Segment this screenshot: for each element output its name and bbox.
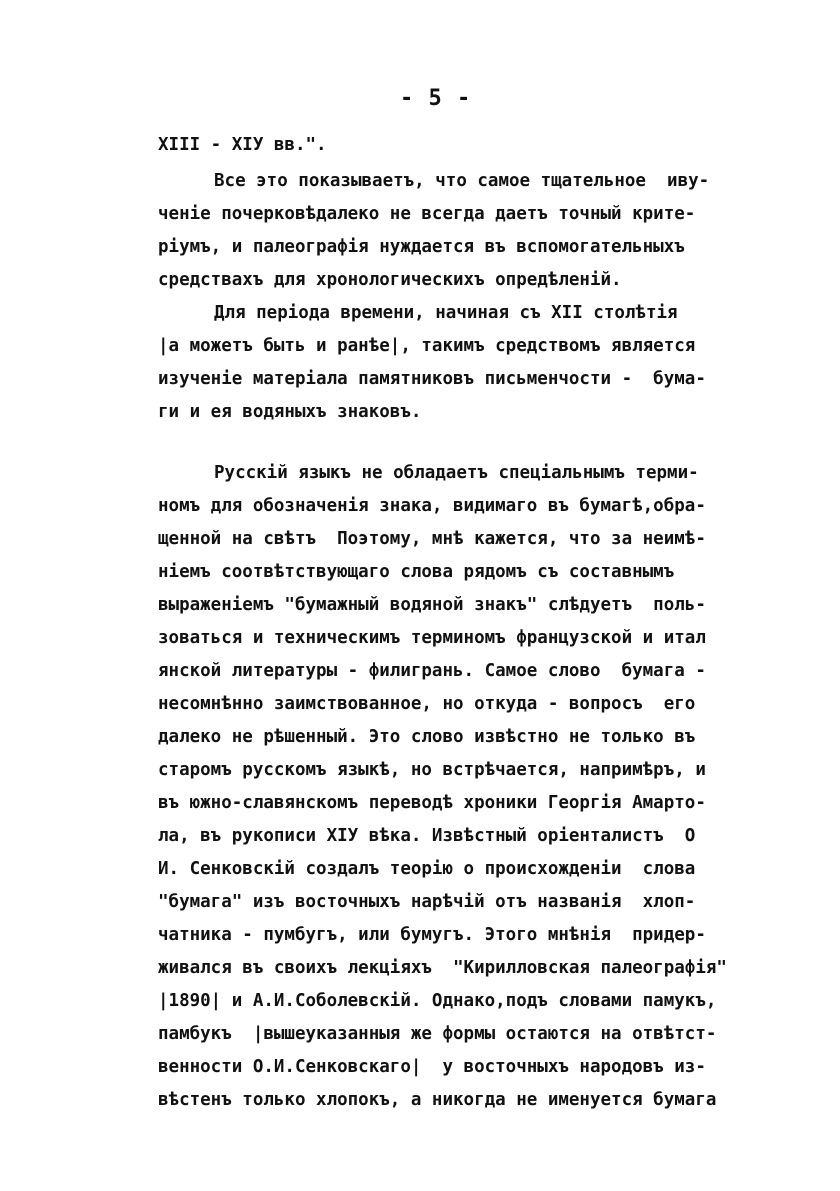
text-line: XIII - XIУ вв.". <box>158 135 327 155</box>
text-line: янской литературы - филигрань. Самое слово бумага - <box>158 661 706 681</box>
text-line: зоваться и техническимъ терминомъ французской и итал <box>158 628 706 648</box>
text-line: далеко не рѣшенный. Это слово извѣстно не только въ <box>158 727 696 747</box>
text-line: старомъ русскомъ языкѣ, но встрѣчается, напримѣръ, и <box>158 760 706 780</box>
text-line: ла, въ рукописи XIУ вѣка. Извѣстный оріенталистъ О <box>158 826 696 846</box>
text-line: щенной на свѣтъ Поэтому, мнѣ кажется, что за неимѣ- <box>158 529 706 549</box>
text-line: номъ для обозначенія знака, видимаго въ бумагѣ,обра- <box>158 496 706 516</box>
text-line: живался въ своихъ лекціяхъ "Кирилловская палеографія" <box>158 958 727 978</box>
text-line: ніемъ соотвѣтствующаго слова рядомъ съ составнымъ <box>158 562 675 582</box>
text-line: въ южно-славянскомъ переводѣ хроники Георгія Амарто- <box>158 793 706 813</box>
text-line: средствахъ для хронологическихъ опредѣленій. <box>158 270 622 290</box>
text-line: изученіе матеріала памятниковъ письменчости - бума- <box>158 369 706 389</box>
text-line: ги и ея водяныхъ знаковъ. <box>158 402 422 422</box>
text-line: вѣстенъ только хлопокъ, а никогда не именуется бумага <box>158 1090 717 1110</box>
text-line: памбукъ |вышеуказанныя же формы остаются на отвѣтст- <box>158 1024 717 1044</box>
text-line: Для періода времени, начиная съ XII столѣтія <box>214 303 678 323</box>
text-line: И. Сенковскій создалъ теорію о происхожденіи слова <box>158 859 696 879</box>
text-line: |1890| и А.И.Соболевскій. Однако,подъ словами памукъ, <box>158 991 717 1011</box>
text-line: Все это показываетъ, что самое тщательное иву- <box>214 171 710 191</box>
text-line: Русскій языкъ не обладаетъ спеціальнымъ терми- <box>214 463 699 483</box>
text-line: несомнѣнно заимствованное, но откуда - вопросъ его <box>158 694 696 714</box>
page-number: - 5 - <box>400 86 472 111</box>
text-line: ріумъ, и палеографія нуждается въ вспомогательныхъ <box>158 237 685 257</box>
text-line: венности О.И.Сенковскаго| у восточныхъ народовъ из- <box>158 1057 706 1077</box>
text-line: ченіе почерковѣдалеко не всегда даетъ точный крите- <box>158 204 696 224</box>
text-line: |а можетъ быть и ранѣе|, такимъ средствомъ является <box>158 336 696 356</box>
text-line: чатника - пумбугъ, или бумугъ. Этого мнѣнія придер- <box>158 925 706 945</box>
text-line: "бумага" изъ восточныхъ нарѣчій отъ названія хлоп- <box>158 892 696 912</box>
text-line: выраженіемъ "бумажный водяной знакъ" слѣдуетъ поль- <box>158 595 706 615</box>
